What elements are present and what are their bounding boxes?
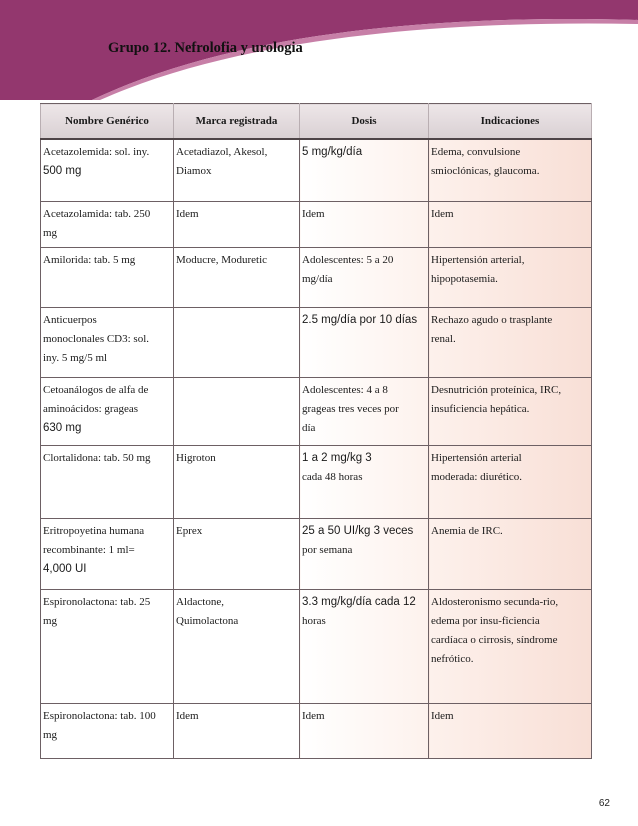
cell-line: 500 mg <box>43 165 82 177</box>
cell-line: Eritropoyetina humana <box>43 524 145 537</box>
cell-line: recombinante: 1 ml= <box>43 543 135 556</box>
cell-line: mg <box>43 728 58 741</box>
cell-line: renal. <box>431 332 456 345</box>
cell-line: Idem <box>302 207 325 220</box>
cell-line: mg <box>43 614 58 627</box>
cell-line: 5 mg/kg/día <box>302 146 363 158</box>
cell-dose <box>300 518 429 589</box>
cell-brand <box>174 703 300 758</box>
cell-line: 3.3 mg/kg/día cada 12 <box>302 595 416 608</box>
cell-line: Anticuerpos <box>43 313 97 326</box>
cell-line: Hipertensión arterial <box>431 451 522 464</box>
cell-line: Idem <box>176 207 199 220</box>
cell-indications <box>429 445 592 518</box>
cell-line: insuficiencia hepática. <box>431 402 530 415</box>
cell-indications <box>429 518 592 589</box>
cell-brand <box>174 139 300 201</box>
table-row <box>41 377 592 445</box>
cell-line: Aldactone, <box>176 595 224 608</box>
cell-brand <box>174 589 300 703</box>
cell-name <box>41 589 174 703</box>
cell-name <box>41 247 174 307</box>
table-row <box>41 139 592 201</box>
cell-line: 630 mg <box>43 421 82 434</box>
cell-indications <box>429 377 592 445</box>
cell-dose <box>300 307 429 377</box>
cell-line: Acetazolemida: sol. iny. <box>43 146 150 158</box>
cell-brand <box>174 518 300 589</box>
cell-line: Anemia de IRC. <box>431 524 503 537</box>
cell-line: Desnutrición proteínica, IRC, <box>431 383 562 396</box>
banner-shape <box>0 0 638 100</box>
cell-dose <box>300 589 429 703</box>
table-row <box>41 703 592 758</box>
cell-indications <box>429 201 592 247</box>
cell-name <box>41 307 174 377</box>
cell-line: Eprex <box>176 524 203 537</box>
cell-indications <box>429 307 592 377</box>
cell-line: Idem <box>302 709 325 722</box>
cell-line: Moducre, Moduretic <box>176 253 268 266</box>
cell-line: cada 48 horas <box>302 470 363 483</box>
cell-indications <box>429 247 592 307</box>
column-header-brand: Marca registrada <box>174 104 300 140</box>
cell-line: Adolescentes: 4 a 8 <box>302 383 388 396</box>
table-header-row <box>41 104 592 140</box>
cell-dose <box>300 247 429 307</box>
cell-line: nefrótico. <box>431 652 474 665</box>
cell-indications <box>429 139 592 201</box>
column-header-name: Nombre Genérico <box>41 104 174 140</box>
cell-line: Higroton <box>176 451 216 464</box>
cell-line: aminoácidos: grageas <box>43 402 138 415</box>
cell-line: Rechazo agudo o trasplante <box>431 313 553 326</box>
page-number: 62 <box>598 798 610 809</box>
cell-line: 2.5 mg/día por 10 días <box>302 313 418 326</box>
cell-indications <box>429 703 592 758</box>
cell-line: 1 a 2 mg/kg 3 <box>302 451 372 464</box>
cell-line: Aldosteronismo secunda-rio, <box>431 595 559 608</box>
cell-line: grageas tres veces por <box>302 402 399 415</box>
cell-line: Idem <box>431 709 454 722</box>
column-header-dose: Dosis <box>300 104 429 140</box>
cell-line: iny. 5 mg/5 ml <box>43 351 108 364</box>
table-row <box>41 445 592 518</box>
cell-line: smioclónicas, glaucoma. <box>431 165 540 177</box>
cell-line: hipopotasemia. <box>431 272 498 285</box>
cell-dose <box>300 703 429 758</box>
cell-line: Adolescentes: 5 a 20 <box>302 253 394 266</box>
cell-line: Acetazolamida: tab. 250 <box>43 207 151 220</box>
cell-line: Clortalidona: tab. 50 mg <box>43 451 151 464</box>
cell-line: Amilorida: tab. 5 mg <box>43 253 136 266</box>
header-banner <box>0 0 638 100</box>
cell-brand <box>174 445 300 518</box>
cell-line: horas <box>302 614 326 627</box>
cell-line: Espironolactona: tab. 100 <box>43 709 156 722</box>
cell-name <box>41 377 174 445</box>
cell-line: Espironolactona: tab. 25 <box>43 595 151 608</box>
table-row <box>41 307 592 377</box>
cell-brand <box>174 201 300 247</box>
cell-brand <box>174 247 300 307</box>
cell-indications <box>429 589 592 703</box>
cell-line: edema por insu-ficiencia <box>431 614 540 627</box>
cell-name <box>41 445 174 518</box>
table-body <box>41 139 592 758</box>
cell-dose <box>300 201 429 247</box>
cell-line: Diamox <box>176 165 212 177</box>
cell-line: día <box>302 421 316 434</box>
cell-name <box>41 703 174 758</box>
cell-dose <box>300 139 429 201</box>
page-title: Grupo 12. Nefrolofia y urologia <box>108 40 303 56</box>
cell-line: cardíaca o cirrosis, síndrome <box>431 633 558 646</box>
table-row <box>41 247 592 307</box>
cell-line: monoclonales CD3: sol. <box>43 332 150 345</box>
cell-brand <box>174 377 300 445</box>
cell-line: Edema, convulsione <box>431 146 521 158</box>
table-row <box>41 201 592 247</box>
cell-line: Idem <box>176 709 199 722</box>
cell-name <box>41 139 174 201</box>
cell-line: Hipertensión arterial, <box>431 253 525 266</box>
column-header-indications: Indicaciones <box>429 104 592 140</box>
cell-line: 4,000 UI <box>43 562 87 575</box>
table-row <box>41 589 592 703</box>
cell-line: moderada: diurético. <box>431 470 523 483</box>
cell-name <box>41 201 174 247</box>
cell-brand <box>174 307 300 377</box>
cell-line: mg/día <box>302 272 333 285</box>
cell-line: Idem <box>431 207 454 220</box>
cell-dose <box>300 445 429 518</box>
cell-line: 25 a 50 UI/kg 3 veces <box>302 524 414 537</box>
cell-line: por semana <box>302 543 353 556</box>
table-row <box>41 518 592 589</box>
cell-line: Acetadiazol, Akesol, <box>176 146 268 158</box>
cell-line: mg <box>43 226 58 239</box>
cell-line: Quimolactona <box>176 614 239 627</box>
drug-table <box>40 103 592 759</box>
cell-name <box>41 518 174 589</box>
cell-dose <box>300 377 429 445</box>
cell-line: Cetoanálogos de alfa de <box>43 383 149 396</box>
